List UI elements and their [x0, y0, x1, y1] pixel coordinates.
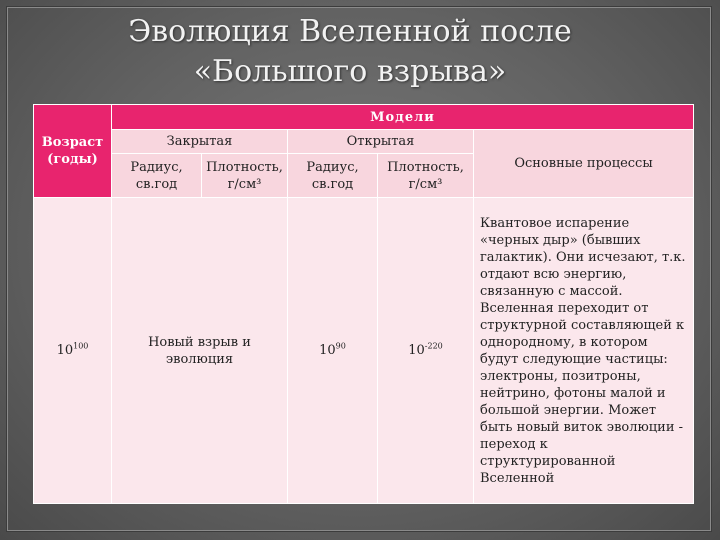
- age-base: 10: [56, 343, 74, 358]
- models-header: Модели: [112, 105, 694, 130]
- open-density-value: [378, 198, 474, 504]
- open-density-exponent: -220: [424, 341, 443, 351]
- slide-title: [110, 12, 590, 92]
- open-model-header: Открытая: [288, 130, 474, 154]
- evolution-table: [33, 104, 694, 504]
- age-value: [34, 198, 112, 504]
- age-header: Возраст (годы): [34, 105, 112, 198]
- closed-model-value: Новый взрыв и эволюция: [112, 198, 288, 504]
- open-radius-value: [288, 198, 378, 504]
- closed-model-header: Закрытая: [112, 130, 288, 154]
- closed-density-header: Плотность, г/см³: [202, 154, 288, 198]
- age-exponent: 100: [73, 341, 89, 351]
- title-line-1: Эволюция Вселенной после: [128, 14, 572, 49]
- open-density-base: 10: [408, 343, 425, 358]
- processes-header: Основные процессы: [474, 130, 694, 198]
- open-radius-header: Радиус, св.год: [288, 154, 378, 198]
- open-radius-exponent: 90: [335, 341, 346, 351]
- closed-radius-header: Радиус, св.год: [112, 154, 202, 198]
- open-density-header: Плотность, г/см³: [378, 154, 474, 198]
- title-line-2: «Большого взрыва»: [193, 54, 507, 89]
- open-radius-base: 10: [319, 343, 336, 358]
- processes-description: Квантовое испарение «черных дыр» (бывших галактик). Они исчезают, т.к. отдают всю энергию, связанную с массой. Вселенная переходит от структурной составляющей к однородному, в котором будут следующие частицы: электроны, позитроны, нейтрино, фотоны малой и большой энергии. Может быть новый виток эволюции - переход к структурированной Вселенной: [474, 198, 694, 504]
